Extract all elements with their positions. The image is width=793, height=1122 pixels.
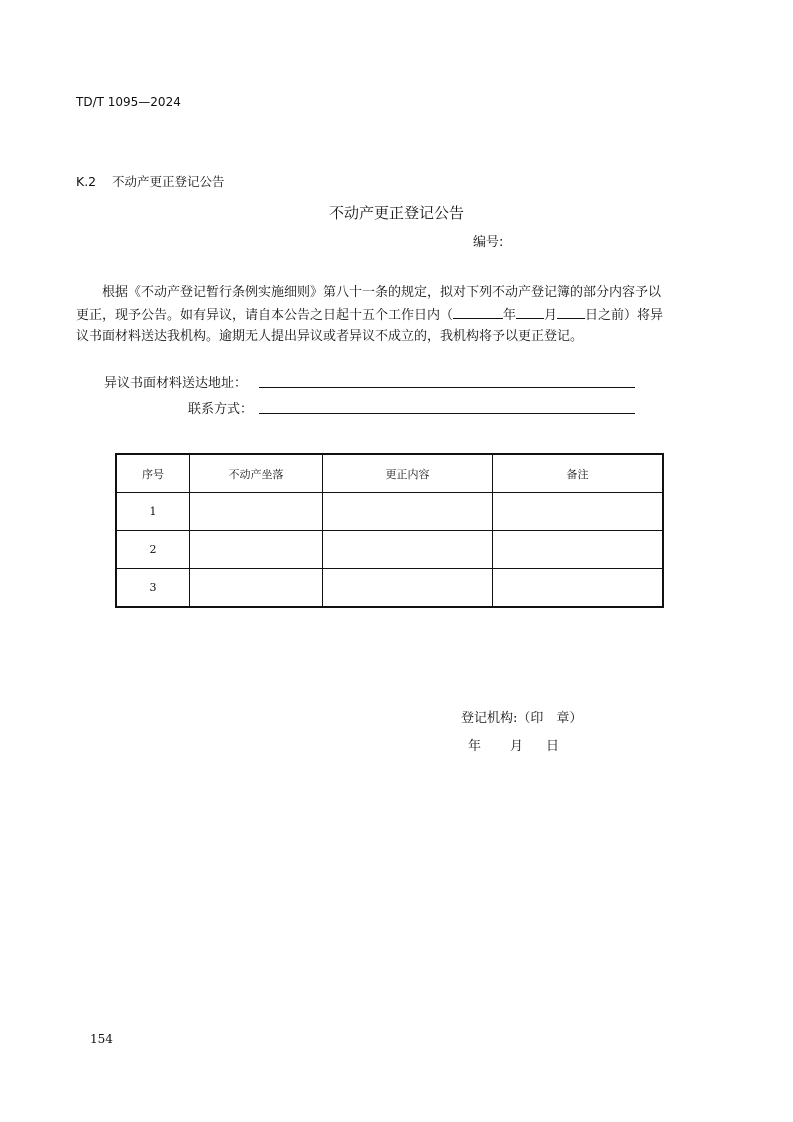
body-line-1: 根据《不动产登记暂行条例实施细则》第八十一条的规定，拟对下列不动产登记簿的部分内容予以: [102, 285, 662, 300]
contact-field-line: [259, 413, 635, 414]
address-label: 异议书面材料送达地址：: [104, 376, 248, 391]
table-row: [116, 531, 663, 569]
date-day: 日: [546, 739, 560, 754]
table-row: [116, 569, 663, 608]
year-label: 年: [503, 308, 517, 323]
section-number: K.2: [76, 174, 97, 189]
table-cell: [190, 531, 323, 569]
table-cell: [323, 531, 493, 569]
header-correction: 更正内容: [323, 454, 493, 493]
date-year: 年: [468, 739, 482, 754]
day-blank: [557, 304, 585, 319]
body-line-2-end: 日之前）将异: [585, 308, 664, 323]
body-line-2: [76, 304, 708, 327]
table-cell: [190, 569, 323, 608]
serial-number-label: 编号:: [473, 235, 504, 250]
date-month: 月: [510, 739, 524, 754]
table-cell: 1: [116, 493, 190, 531]
correction-table: [115, 453, 664, 608]
table-header-row: [116, 454, 663, 493]
body-line-2-start: 更正，现予公告。如有异议，请自本公告之日起十五个工作日内（: [76, 308, 454, 323]
contact-label: 联系方式：: [188, 402, 254, 417]
table-cell: [493, 531, 664, 569]
year-blank: [453, 304, 503, 319]
header-serial: 序号: [116, 454, 190, 493]
section-heading: [76, 172, 225, 190]
month-label: 月: [544, 308, 558, 323]
table-cell: 2: [116, 531, 190, 569]
table-cell: [493, 493, 664, 531]
page-number: 154: [90, 1032, 113, 1046]
month-blank: [516, 304, 544, 319]
standard-code: TD/T 1095—2024: [76, 95, 181, 109]
registration-authority-label: 登记机构:（印 章）: [461, 711, 583, 726]
table-row: [116, 493, 663, 531]
table-cell: [493, 569, 664, 608]
header-location: 不动产坐落: [190, 454, 323, 493]
table-cell: [323, 493, 493, 531]
table-cell: 3: [116, 569, 190, 608]
table-cell: [190, 493, 323, 531]
notice-title: 不动产更正登记公告: [328, 204, 464, 222]
date-line: [468, 735, 559, 754]
address-field-line: [259, 387, 635, 388]
section-title: 不动产更正登记公告: [112, 174, 225, 189]
header-remarks: 备注: [493, 454, 664, 493]
table-cell: [323, 569, 493, 608]
body-line-3: 议书面材料送达我机构。逾期无人提出异议或者异议不成立的，我机构将予以更正登记。: [76, 329, 584, 344]
